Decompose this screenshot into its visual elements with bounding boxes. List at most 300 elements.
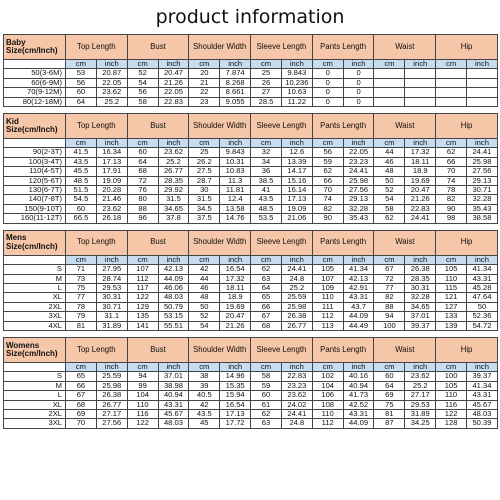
value-cell: 40.94	[343, 381, 374, 390]
value-cell: 29.53	[96, 283, 127, 292]
value-cell: 10.63	[281, 88, 312, 97]
unit-label: inch	[343, 255, 374, 264]
value-cell: 18.11	[220, 283, 251, 292]
unit-label: cm	[189, 255, 220, 264]
value-cell: 34.65	[405, 302, 436, 311]
value-cell: 52	[374, 186, 405, 195]
value-cell: 50	[467, 302, 498, 311]
value-cell: 79	[66, 312, 97, 321]
value-cell: 24.8	[281, 274, 312, 283]
value-cell: 53	[66, 69, 97, 78]
value-cell: 74	[436, 176, 467, 185]
unit-label: inch	[467, 362, 498, 371]
value-cell: 27.56	[96, 419, 127, 428]
value-cell: 40.94	[158, 391, 189, 400]
value-cell	[467, 97, 498, 106]
value-cell: 20.47	[220, 312, 251, 321]
value-cell: 37.8	[158, 214, 189, 223]
value-cell: 58	[374, 204, 405, 213]
value-cell: 70	[312, 186, 343, 195]
value-cell: 112	[312, 312, 343, 321]
column-header: Waist	[374, 35, 436, 60]
value-cell: 66	[251, 302, 282, 311]
size-table	[3, 34, 498, 107]
value-cell: 50.79	[158, 302, 189, 311]
value-cell: 27.56	[467, 167, 498, 176]
value-cell: 64	[251, 283, 282, 292]
value-cell	[467, 88, 498, 97]
value-cell: 25.98	[281, 302, 312, 311]
units-row	[4, 60, 498, 69]
value-cell: 16.14	[281, 186, 312, 195]
value-cell: 23.23	[343, 157, 374, 166]
value-cell	[374, 88, 405, 97]
value-cell	[405, 78, 436, 87]
unit-label: cm	[127, 255, 158, 264]
value-cell: 59	[312, 157, 343, 166]
value-cell: 105	[436, 265, 467, 274]
value-cell: 44.49	[343, 321, 374, 330]
unit-label: inch	[220, 139, 251, 148]
value-cell	[467, 78, 498, 87]
value-cell: 21.26	[220, 321, 251, 330]
unit-label: cm	[312, 362, 343, 371]
value-cell: 22.05	[96, 78, 127, 87]
value-cell: 82	[436, 195, 467, 204]
unit-label: cm	[251, 60, 282, 69]
value-cell: 64	[127, 157, 158, 166]
column-header: Top Length	[66, 35, 128, 60]
header-row	[4, 114, 498, 139]
value-cell: 24.41	[467, 148, 498, 157]
value-cell: 25.2	[158, 157, 189, 166]
value-cell: 17.13	[281, 195, 312, 204]
value-cell: 10.31	[220, 157, 251, 166]
size-cell: 120(5-6T)	[4, 176, 66, 185]
value-cell: 42.52	[343, 400, 374, 409]
value-cell: 11.22	[281, 97, 312, 106]
value-cell: 38.5	[251, 176, 282, 185]
value-cell: 60	[374, 372, 405, 381]
value-cell: 110	[312, 409, 343, 418]
value-cell: 62	[374, 214, 405, 223]
value-cell: 21.26	[158, 78, 189, 87]
value-cell: 44	[189, 274, 220, 283]
units-blank	[4, 139, 66, 148]
value-cell: 52	[127, 69, 158, 78]
value-cell	[374, 69, 405, 78]
value-cell: 58	[127, 97, 158, 106]
value-cell: 51.5	[66, 186, 97, 195]
value-cell: 100	[374, 321, 405, 330]
value-cell: 139	[436, 321, 467, 330]
value-cell: 24.41	[405, 214, 436, 223]
unit-label: inch	[467, 60, 498, 69]
value-cell	[436, 97, 467, 106]
column-header: Pants Length	[312, 35, 374, 60]
value-cell: 39.37	[467, 372, 498, 381]
value-cell: 19.69	[220, 302, 251, 311]
unit-label: inch	[96, 362, 127, 371]
value-cell: 32	[251, 148, 282, 157]
unit-label: inch	[281, 60, 312, 69]
value-cell	[436, 69, 467, 78]
value-cell: 60	[127, 148, 158, 157]
unit-label: inch	[220, 60, 251, 69]
table-row	[4, 97, 498, 106]
units-row	[4, 139, 498, 148]
value-cell: 25.59	[96, 372, 127, 381]
value-cell: 22.05	[158, 88, 189, 97]
value-cell: 25.59	[281, 293, 312, 302]
value-cell: 0	[343, 78, 374, 87]
value-cell: 66	[312, 176, 343, 185]
value-cell: 30.31	[96, 293, 127, 302]
value-cell: 31.89	[96, 321, 127, 330]
unit-label: inch	[158, 362, 189, 371]
value-cell: 25.2	[405, 381, 436, 390]
value-cell: 110	[436, 391, 467, 400]
value-cell: 17.13	[220, 409, 251, 418]
unit-label: inch	[96, 255, 127, 264]
value-cell: 17.13	[96, 157, 127, 166]
value-cell: 70	[66, 419, 97, 428]
value-cell: 35.43	[467, 204, 498, 213]
value-cell: 23	[189, 97, 220, 106]
page-title: product information	[155, 6, 345, 28]
value-cell: 108	[312, 400, 343, 409]
value-cell: 25	[251, 69, 282, 78]
value-cell: 52	[189, 312, 220, 321]
table-row	[4, 372, 498, 381]
value-cell	[436, 78, 467, 87]
value-cell: 56	[312, 148, 343, 157]
value-cell: 62	[251, 265, 282, 274]
column-header: Shoulder Width	[189, 230, 251, 255]
value-cell: 28.35	[405, 274, 436, 283]
size-cell: 90(2-3T)	[4, 148, 66, 157]
value-cell: 68	[127, 167, 158, 176]
unit-label: cm	[127, 362, 158, 371]
value-cell: 40.16	[343, 372, 374, 381]
size-table	[3, 113, 498, 224]
size-cell: 2XL	[4, 409, 66, 418]
value-cell: 13.39	[281, 157, 312, 166]
value-cell: 25.2	[281, 283, 312, 292]
column-header: Waist	[374, 114, 436, 139]
unit-label: inch	[281, 255, 312, 264]
unit-label: cm	[436, 255, 467, 264]
value-cell: 64	[66, 97, 97, 106]
value-cell: 42	[189, 265, 220, 274]
unit-label: inch	[467, 255, 498, 264]
value-cell	[405, 88, 436, 97]
value-cell	[405, 97, 436, 106]
value-cell: 54	[374, 195, 405, 204]
value-cell: 26.18	[96, 214, 127, 223]
unit-label: inch	[158, 139, 189, 148]
value-cell: 38.98	[158, 381, 189, 390]
value-cell: 107	[312, 274, 343, 283]
value-cell: 42.91	[343, 283, 374, 292]
value-cell: 30.71	[96, 302, 127, 311]
value-cell: 37.01	[158, 372, 189, 381]
value-cell: 141	[127, 321, 158, 330]
table-row	[4, 78, 498, 87]
value-cell: 23.62	[96, 204, 127, 213]
value-cell: 81	[374, 409, 405, 418]
unit-label: cm	[127, 139, 158, 148]
size-cell: S	[4, 372, 66, 381]
value-cell: 63	[251, 274, 282, 283]
size-cell: L	[4, 283, 66, 292]
value-cell: 100	[436, 372, 467, 381]
value-cell: 56	[127, 88, 158, 97]
column-header: Bust	[127, 35, 189, 60]
value-cell: 20	[189, 69, 220, 78]
unit-label: inch	[405, 255, 436, 264]
value-cell: 122	[127, 293, 158, 302]
value-cell: 54.5	[66, 195, 97, 204]
value-cell: 26.77	[96, 400, 127, 409]
table-row	[4, 148, 498, 157]
table-row	[4, 176, 498, 185]
value-cell: 48	[374, 167, 405, 176]
value-cell: 27.17	[405, 391, 436, 400]
table-row	[4, 186, 498, 195]
value-cell: 31.5	[158, 195, 189, 204]
value-cell: 9.843	[220, 148, 251, 157]
value-cell: 43.31	[467, 274, 498, 283]
table-row	[4, 321, 498, 330]
value-cell: 127	[436, 302, 467, 311]
value-cell: 77	[374, 283, 405, 292]
column-header: Pants Length	[312, 114, 374, 139]
value-cell: 36	[251, 167, 282, 176]
table-row	[4, 69, 498, 78]
group-label: Kid Size(cm/Inch)	[4, 114, 66, 139]
value-cell: 110	[312, 293, 343, 302]
value-cell: 41.34	[343, 265, 374, 274]
size-cell: 3XL	[4, 419, 66, 428]
value-cell: 32.28	[467, 195, 498, 204]
table-row	[4, 381, 498, 390]
unit-label: cm	[66, 255, 97, 264]
unit-label: inch	[96, 60, 127, 69]
value-cell: 17.91	[96, 167, 127, 176]
column-header: Hip	[436, 114, 498, 139]
value-cell: 67	[374, 265, 405, 274]
unit-label: inch	[405, 60, 436, 69]
value-cell: 45.67	[467, 400, 498, 409]
value-cell: 88	[127, 204, 158, 213]
column-header: Shoulder Width	[189, 35, 251, 60]
value-cell: 42.13	[343, 274, 374, 283]
size-cell: 130(6-7T)	[4, 186, 66, 195]
value-cell: 61	[251, 400, 282, 409]
column-header: Pants Length	[312, 230, 374, 255]
unit-label: cm	[189, 60, 220, 69]
value-cell: 31.89	[405, 409, 436, 418]
value-cell: 26.77	[158, 167, 189, 176]
size-tables	[0, 34, 500, 429]
unit-label: cm	[374, 139, 405, 148]
value-cell: 26.38	[405, 265, 436, 274]
value-cell: 66	[66, 381, 97, 390]
value-cell: 115	[436, 283, 467, 292]
value-cell: 31.1	[96, 312, 127, 321]
value-cell: 60	[66, 204, 97, 213]
unit-label: cm	[66, 139, 97, 148]
column-header: Top Length	[66, 114, 128, 139]
value-cell: 37.5	[189, 214, 220, 223]
value-cell: 8.268	[220, 78, 251, 87]
value-cell: 63	[251, 419, 282, 428]
size-cell: S	[4, 265, 66, 274]
value-cell: 48.03	[467, 409, 498, 418]
unit-label: inch	[158, 60, 189, 69]
value-cell: 24.02	[281, 400, 312, 409]
column-header: Sleeve Length	[251, 230, 313, 255]
unit-label: cm	[436, 362, 467, 371]
value-cell: 54	[127, 78, 158, 87]
value-cell: 9.055	[220, 97, 251, 106]
value-cell: 41	[251, 186, 282, 195]
column-header: Hip	[436, 230, 498, 255]
value-cell: 104	[312, 381, 343, 390]
value-cell: 74	[312, 195, 343, 204]
value-cell: 11.81	[220, 186, 251, 195]
size-cell: 110(4-5T)	[4, 167, 66, 176]
value-cell: 14.17	[281, 167, 312, 176]
group-label: Baby Size(cm/Inch)	[4, 35, 66, 60]
unit-label: cm	[312, 60, 343, 69]
value-cell: 29.92	[158, 186, 189, 195]
value-cell: 45.5	[66, 167, 97, 176]
value-cell: 25.98	[467, 157, 498, 166]
value-cell: 44	[374, 148, 405, 157]
size-cell: M	[4, 274, 66, 283]
value-cell: 10.83	[220, 167, 251, 176]
value-cell: 70	[436, 167, 467, 176]
value-cell: 40.5	[189, 391, 220, 400]
value-cell: 43.5	[66, 157, 97, 166]
value-cell: 133	[436, 312, 467, 321]
units-blank	[4, 255, 66, 264]
value-cell: 52.36	[467, 312, 498, 321]
value-cell: 44.09	[158, 274, 189, 283]
value-cell: 62	[251, 409, 282, 418]
value-cell: 55.51	[158, 321, 189, 330]
value-cell: 12.6	[281, 148, 312, 157]
value-cell: 62	[312, 167, 343, 176]
table-row	[4, 409, 498, 418]
value-cell: 67	[251, 312, 282, 321]
value-cell: 71	[66, 265, 97, 274]
value-cell: 75	[66, 283, 97, 292]
value-cell: 50	[189, 302, 220, 311]
value-cell: 19.09	[281, 204, 312, 213]
value-cell: 27	[251, 88, 282, 97]
value-cell: 72	[374, 274, 405, 283]
value-cell: 16.34	[96, 148, 127, 157]
value-cell: 66	[436, 157, 467, 166]
value-cell: 39.37	[405, 321, 436, 330]
value-cell: 54	[189, 321, 220, 330]
value-cell: 41.73	[343, 391, 374, 400]
table-row	[4, 157, 498, 166]
value-cell: 135	[127, 312, 158, 321]
value-cell: 48.5	[66, 176, 97, 185]
value-cell: 28.74	[96, 274, 127, 283]
header-row	[4, 230, 498, 255]
value-cell: 48.03	[158, 293, 189, 302]
value-cell: 38.58	[467, 214, 498, 223]
value-cell: 23.62	[96, 88, 127, 97]
column-header: Shoulder Width	[189, 114, 251, 139]
unit-label: inch	[220, 362, 251, 371]
unit-label: inch	[467, 139, 498, 148]
value-cell: 72	[127, 176, 158, 185]
value-cell: 110	[436, 274, 467, 283]
unit-label: inch	[343, 139, 374, 148]
value-cell: 25	[189, 148, 220, 157]
size-cell: 150(9-10T)	[4, 204, 66, 213]
value-cell: 116	[127, 409, 158, 418]
value-cell: 50	[374, 176, 405, 185]
value-cell: 29.53	[405, 400, 436, 409]
value-cell: 22.83	[281, 372, 312, 381]
value-cell: 82	[312, 204, 343, 213]
value-cell: 17.32	[405, 148, 436, 157]
unit-label: cm	[66, 60, 97, 69]
table-row	[4, 167, 498, 176]
size-table	[3, 230, 498, 331]
unit-label: cm	[436, 139, 467, 148]
value-cell: 43.31	[343, 293, 374, 302]
value-cell: 0	[312, 69, 343, 78]
table-row	[4, 302, 498, 311]
value-cell: 68	[66, 400, 97, 409]
value-cell: 21.46	[96, 195, 127, 204]
value-cell: 102	[312, 372, 343, 381]
table-row	[4, 283, 498, 292]
value-cell: 30.71	[467, 186, 498, 195]
size-cell: 160(11-12T)	[4, 214, 66, 223]
value-cell: 60	[251, 391, 282, 400]
column-header: Top Length	[66, 230, 128, 255]
value-cell: 31.5	[189, 195, 220, 204]
value-cell: 24.8	[281, 419, 312, 428]
value-cell: 24.41	[343, 167, 374, 176]
value-cell: 34.65	[158, 204, 189, 213]
value-cell: 105	[436, 381, 467, 390]
value-cell: 34.5	[189, 204, 220, 213]
unit-label: cm	[189, 362, 220, 371]
value-cell: 41.34	[467, 265, 498, 274]
value-cell: 13.58	[220, 204, 251, 213]
value-cell: 38	[189, 372, 220, 381]
value-cell: 46	[374, 157, 405, 166]
value-cell: 117	[127, 283, 158, 292]
value-cell: 32.28	[405, 293, 436, 302]
value-cell: 0	[312, 78, 343, 87]
column-header: Waist	[374, 337, 436, 362]
value-cell: 43.31	[343, 409, 374, 418]
value-cell: 128	[436, 419, 467, 428]
value-cell	[374, 97, 405, 106]
column-header: Sleeve Length	[251, 35, 313, 60]
